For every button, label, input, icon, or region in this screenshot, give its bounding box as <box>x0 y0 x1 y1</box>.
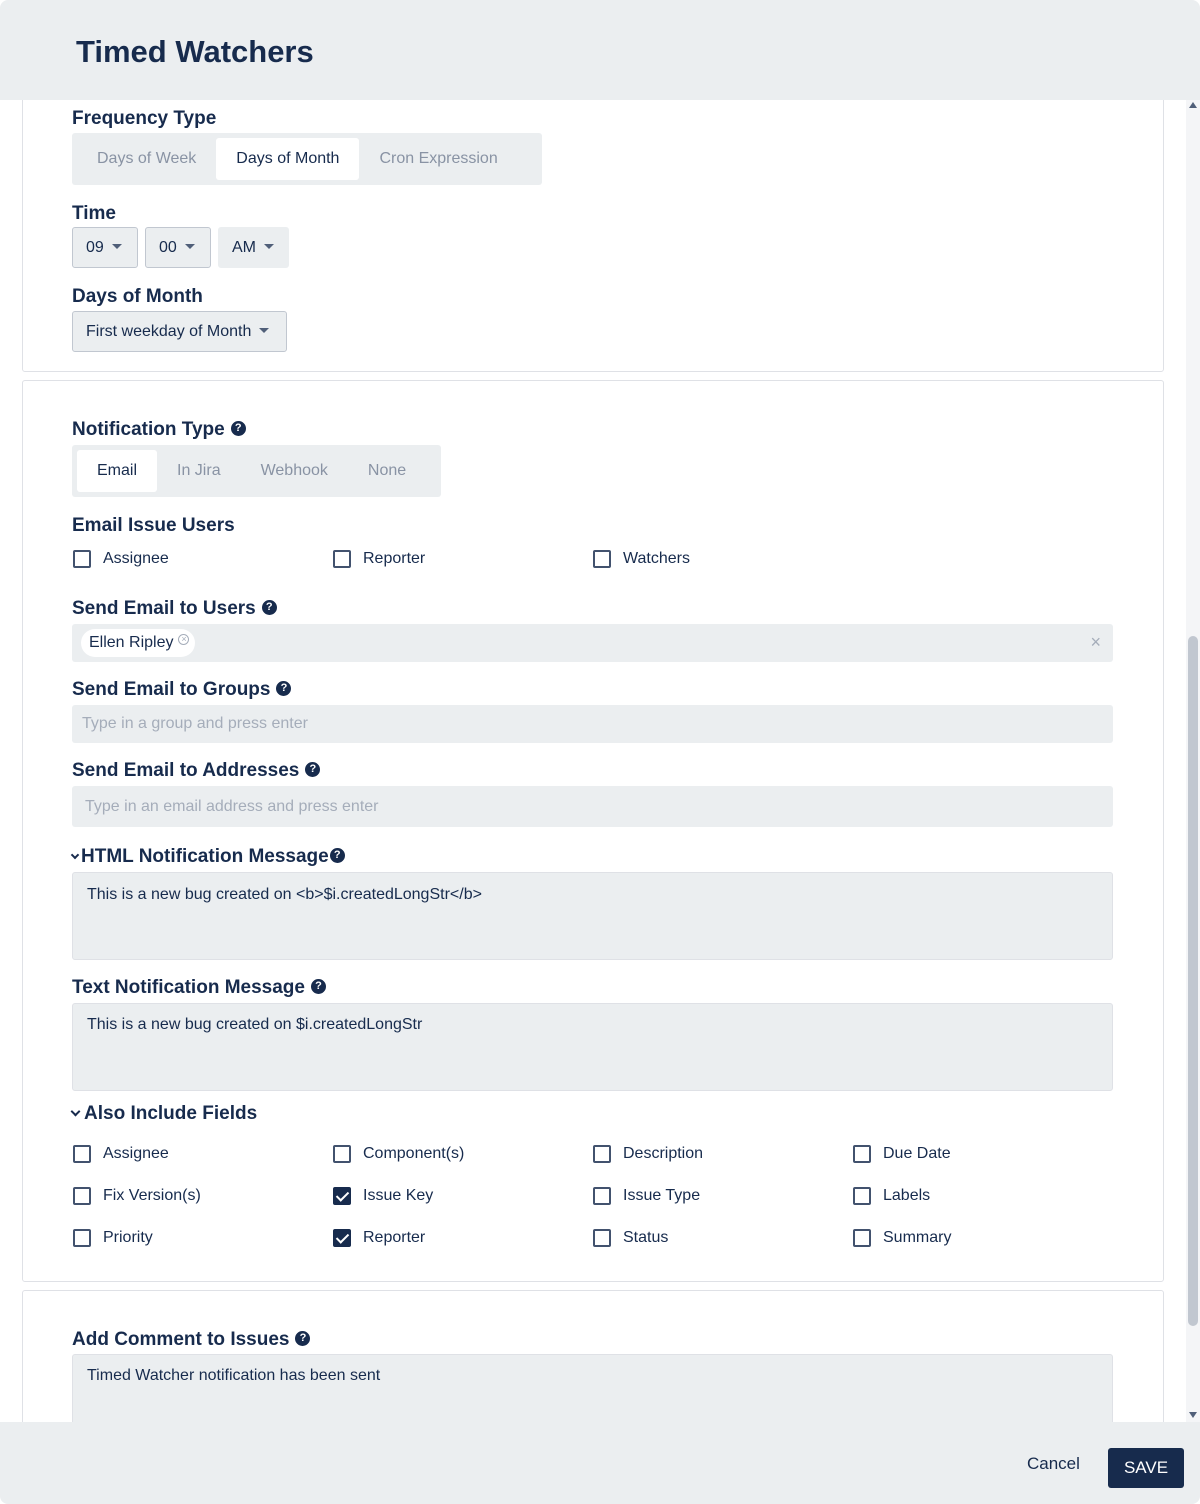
days-of-month-label: Days of Month <box>72 286 203 307</box>
also-include-fields-toggle[interactable] <box>72 1103 257 1125</box>
notification-type-label <box>72 419 246 441</box>
scrollbar[interactable] <box>1186 100 1200 1422</box>
scroll-down-arrow-icon[interactable] <box>1189 1412 1197 1418</box>
add-comment-label-text: Add Comment to Issues <box>72 1329 290 1350</box>
frequency-option-cron-expression[interactable]: Cron Expression <box>379 150 498 167</box>
send-email-groups-label <box>72 679 291 701</box>
send-email-addresses-label <box>72 760 320 782</box>
chevron-down-icon <box>185 244 195 249</box>
include-field-fix-versions[interactable] <box>73 1187 201 1205</box>
help-icon[interactable]: ? <box>276 681 291 696</box>
frequency-option-days-of-month[interactable]: Days of Month <box>216 138 359 180</box>
include-field-issue-key[interactable] <box>333 1187 433 1205</box>
frequency-option-days-of-week[interactable]: Days of Week <box>97 150 197 167</box>
schedule-card <box>22 100 1164 372</box>
send-email-addresses-label-text: Send Email to Addresses <box>72 760 300 781</box>
user-tag <box>81 629 195 657</box>
checkbox-label: Priority <box>103 1229 153 1246</box>
checkbox[interactable] <box>593 1229 611 1247</box>
html-message-label-text: HTML Notification Message <box>81 846 329 867</box>
email-issue-users-label: Email Issue Users <box>72 515 235 536</box>
add-comment-label <box>72 1329 310 1351</box>
checkbox-label: Fix Version(s) <box>103 1187 201 1204</box>
help-icon[interactable]: ? <box>295 1331 310 1346</box>
send-email-users-input[interactable] <box>72 624 1113 662</box>
include-field-reporter[interactable] <box>333 1229 425 1247</box>
minute-value: 00 <box>159 239 177 256</box>
chevron-down-icon <box>264 244 274 249</box>
checkbox[interactable] <box>853 1229 871 1247</box>
checkbox-label: Assignee <box>103 550 169 567</box>
checkbox[interactable] <box>73 1229 91 1247</box>
checkbox[interactable] <box>73 1187 91 1205</box>
send-email-groups-input[interactable] <box>72 705 1113 743</box>
checkbox[interactable] <box>333 1145 351 1163</box>
issue-user-reporter[interactable] <box>333 550 425 568</box>
include-field-components[interactable] <box>333 1145 464 1163</box>
notification-type-label-text: Notification Type <box>72 419 225 440</box>
checkbox[interactable] <box>853 1187 871 1205</box>
checkbox-label: Watchers <box>623 550 690 567</box>
minute-select[interactable] <box>145 227 211 268</box>
send-email-addresses-placeholder: Type in an email address and press enter <box>85 798 379 815</box>
text-message-label <box>72 977 326 999</box>
scrollbar-thumb[interactable] <box>1188 636 1198 1326</box>
checkbox-label: Description <box>623 1145 704 1162</box>
checkbox-checked[interactable] <box>333 1229 351 1247</box>
also-include-fields-label: Also Include Fields <box>84 1103 258 1124</box>
notification-type-selector <box>72 445 441 497</box>
cancel-button[interactable]: Cancel <box>1014 1444 1093 1484</box>
time-label: Time <box>72 203 117 224</box>
send-email-groups-placeholder: Type in a group and press enter <box>82 715 308 732</box>
include-field-summary[interactable] <box>853 1229 951 1247</box>
notification-option-email[interactable]: Email <box>77 450 157 492</box>
checkbox-label: Labels <box>883 1187 931 1204</box>
help-icon[interactable]: ? <box>231 421 246 436</box>
checkbox-checked[interactable] <box>333 1187 351 1205</box>
html-message-label[interactable] <box>72 846 345 868</box>
include-field-assignee[interactable] <box>73 1145 169 1163</box>
user-tag-label: Ellen Ripley <box>89 634 174 651</box>
checkbox[interactable] <box>593 550 611 568</box>
add-comment-textarea[interactable]: Timed Watcher notification has been sent <box>72 1354 1113 1422</box>
include-field-issue-type[interactable] <box>593 1187 700 1205</box>
notification-option-in-jira[interactable]: In Jira <box>177 462 221 479</box>
scroll-up-arrow-icon[interactable] <box>1189 102 1197 108</box>
include-field-labels[interactable] <box>853 1187 930 1205</box>
checkbox-label: Component(s) <box>363 1145 465 1162</box>
chevron-down-icon[interactable] <box>71 851 79 859</box>
help-icon[interactable]: ? <box>311 979 326 994</box>
send-email-users-label-text: Send Email to Users <box>72 598 256 619</box>
checkbox-label: Due Date <box>883 1145 951 1162</box>
save-button[interactable]: SAVE <box>1108 1448 1184 1488</box>
send-email-users-label <box>72 598 277 620</box>
include-field-status[interactable] <box>593 1229 668 1247</box>
hour-select[interactable] <box>72 227 138 268</box>
checkbox-label: Summary <box>883 1229 952 1246</box>
help-icon[interactable]: ? <box>330 848 345 863</box>
help-icon[interactable]: ? <box>305 762 320 777</box>
checkbox[interactable] <box>853 1145 871 1163</box>
dialog-footer <box>0 1422 1200 1504</box>
clear-icon[interactable]: × <box>1090 632 1101 652</box>
checkbox[interactable] <box>73 1145 91 1163</box>
ampm-value: AM <box>232 239 256 256</box>
chevron-down-icon[interactable] <box>71 1107 81 1117</box>
checkbox[interactable] <box>593 1145 611 1163</box>
notification-option-webhook[interactable]: Webhook <box>260 462 328 479</box>
html-message-textarea[interactable]: This is a new bug created on <b>$i.createdLongStr</b> <box>72 872 1113 960</box>
checkbox[interactable] <box>593 1187 611 1205</box>
send-email-groups-label-text: Send Email to Groups <box>72 679 271 700</box>
dialog-title: Timed Watchers <box>76 34 314 69</box>
ampm-select[interactable] <box>218 227 289 268</box>
include-field-due-date[interactable] <box>853 1145 951 1163</box>
chevron-down-icon <box>112 244 122 249</box>
checkbox[interactable] <box>333 550 351 568</box>
frequency-type-label: Frequency Type <box>72 108 217 129</box>
help-icon[interactable]: ? <box>262 600 277 615</box>
hour-value: 09 <box>86 239 104 256</box>
days-of-month-select[interactable] <box>72 311 287 352</box>
checkbox-label: Issue Key <box>363 1187 434 1204</box>
issue-user-watchers[interactable] <box>593 550 690 568</box>
send-email-addresses-input[interactable] <box>72 786 1113 827</box>
frequency-type-selector <box>72 133 542 185</box>
checkbox-label: Reporter <box>363 1229 426 1246</box>
checkbox-label: Status <box>623 1229 669 1246</box>
days-of-month-value: First weekday of Month <box>86 323 252 340</box>
chevron-down-icon <box>259 328 269 333</box>
include-field-description[interactable] <box>593 1145 703 1163</box>
dialog-header <box>0 0 1200 100</box>
checkbox[interactable] <box>73 550 91 568</box>
checkbox-label: Issue Type <box>623 1187 701 1204</box>
checkbox-label: Reporter <box>363 550 426 567</box>
notification-option-none[interactable]: None <box>367 462 407 479</box>
issue-user-assignee[interactable] <box>73 550 169 568</box>
remove-tag-icon[interactable]: × <box>178 634 189 645</box>
checkbox-label: Assignee <box>103 1145 169 1162</box>
text-message-label-text: Text Notification Message <box>72 977 305 998</box>
dialog-body[interactable] <box>0 100 1200 1422</box>
include-field-priority[interactable] <box>73 1229 153 1247</box>
text-message-textarea[interactable]: This is a new bug created on $i.createdLongStr <box>72 1003 1113 1091</box>
